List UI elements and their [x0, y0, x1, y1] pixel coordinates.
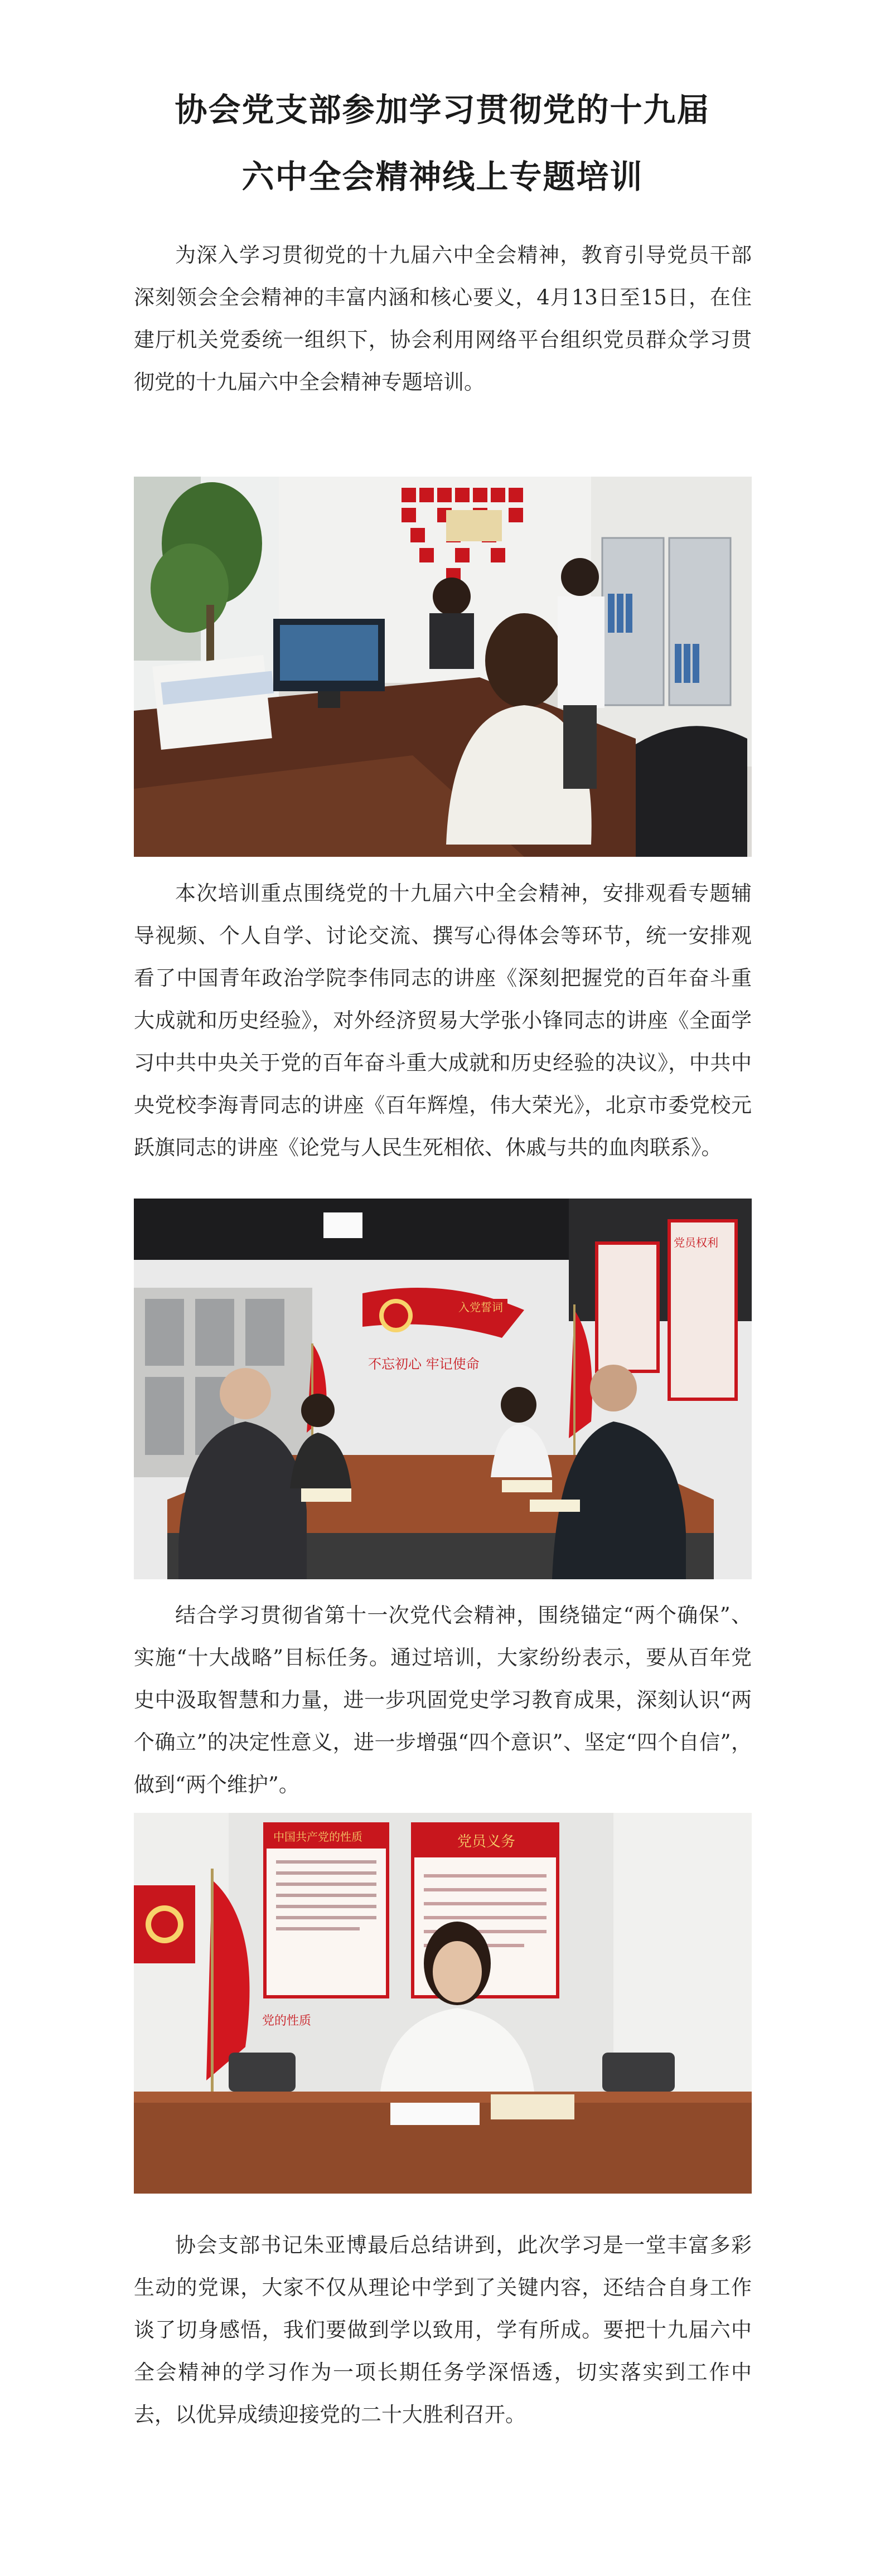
article-title-line-2: 六中全会精神线上专题培训 — [241, 158, 644, 196]
paragraph-conclusion: 协会支部书记朱亚博最后总结讲到，此次学习是一堂丰富多彩生动的党课，大家不仅从理论中学到了关键内容，还结合自身工作谈了切身感悟，我们要做到学以致用，学有所成。要把十九届六中全会精神的学习作为一项长期任务学深悟透，切实落实到工作中去，以优异成绩迎接党的二十大胜利召开。 — [134, 2233, 752, 2427]
board-caption: 党的性质 — [262, 2014, 312, 2028]
photo-video-training — [134, 477, 752, 857]
article-title-line-1: 协会党支部参加学习贯彻党的十九届 — [175, 91, 710, 129]
paragraph-intro: 为深入学习贯彻党的十九届六中全会精神，教育引导党员干部深刻领会全会精神的丰富内涵和核心要义，4月13日至15日，在住建厅机关党委统一组织下，协会利用网络平台组织党员群众学习贯彻党的十九届六中全会精神专题培训。 — [134, 243, 752, 394]
board-mid-title: 党员义务 — [457, 1833, 516, 1850]
paragraph-outcomes: 结合学习贯彻省第十一次党代会精神，围绕锚定“两个确保”、实施“十大战略”目标任务。通过培训，大家纷纷表示，要从百年党史中汲取智慧和力量，进一步巩固党史学习教育成果，深刻认识“两个确立”的决定性意义，进一步增强“四个意识”、坚定“四个自信”，做到“两个维护”。 — [134, 1603, 752, 1797]
banner-text: 入党誓词 — [458, 1301, 503, 1314]
photo-secretary-summary — [134, 1813, 752, 2194]
wall-slogan: 不忘初心 牢记使命 — [368, 1356, 480, 1372]
photo-group-discussion — [134, 1199, 752, 1579]
board-left-title: 中国共产党的性质 — [273, 1830, 362, 1844]
paragraph-training-content: 本次培训重点围绕党的十九届六中全会精神，安排观看专题辅导视频、个人自学、讨论交流、撰写心得体会等环节，统一安排观看了中国青年政治学院李伟同志的讲座《深刻把握党的百年奋斗重大成就和历史经验》，对外经济贸易大学张小锋同志的讲座《全面学习中共中央关于党的百年奋斗重大成就和历史经验的决议》，中共中央党校李海青同志的讲座《百年辉煌，伟大荣光》，北京市委党校元跃旗同志的讲座《论党与人民生死相依、休戚与共的血肉联系》。 — [134, 881, 752, 1160]
board-title: 党员权利 — [674, 1236, 718, 1249]
